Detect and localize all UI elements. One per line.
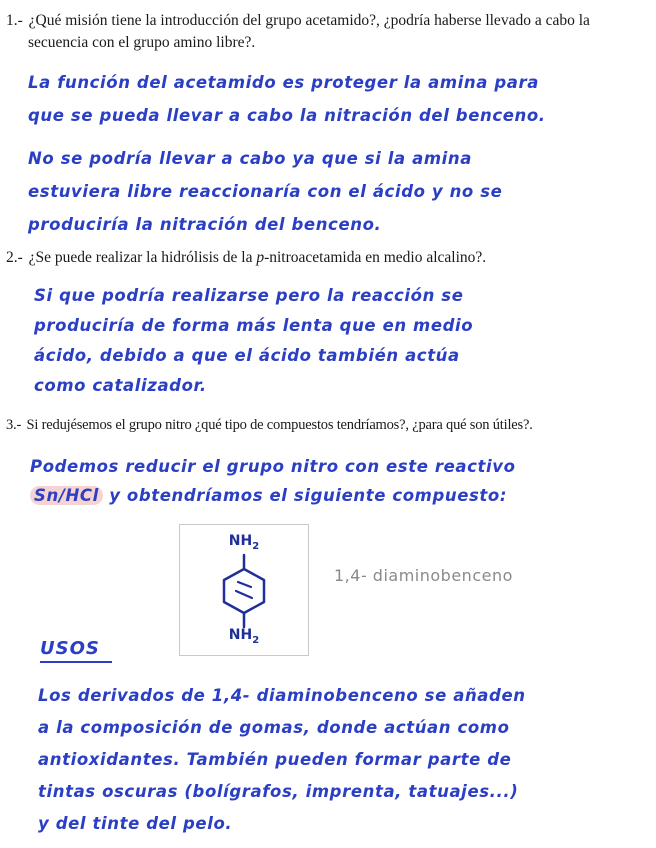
question-1-line-1: ¿Qué misión tiene la introducción del grupo acetamido?, ¿podría haberse llevado a cabo la (28, 12, 590, 29)
question-3 (6, 414, 646, 436)
answer-2-line: produciría de forma más lenta que en medio (34, 316, 474, 335)
answer-1-line: que se pueda llevar a cabo la nitración del benceno. (28, 106, 546, 125)
question-3-number: 3.- (6, 417, 22, 433)
structure-drawing (179, 524, 309, 656)
answer-2 (34, 281, 634, 401)
question-1-number: 1.- (6, 12, 23, 29)
answer-1-line: No se podría llevar a cabo ya que si la amina (28, 149, 472, 168)
reagent-highlight: Sn/HCl (30, 486, 103, 505)
top-amino-group: $NH_2$ (228, 533, 260, 552)
usos-answer (38, 680, 638, 840)
question-1-line-2: secuencia con el grupo amino libre?. (28, 34, 256, 51)
usos-line: Los derivados de 1,4- diaminobenceno se añaden (38, 686, 526, 705)
question-1 (6, 10, 646, 54)
question-2-text-after: -nitroacetamida en medio alcalino?. (264, 249, 487, 266)
answer-2-line: como catalizador. (34, 376, 207, 395)
usos-line: y del tinte del pelo. (38, 814, 233, 833)
question-2 (6, 247, 646, 269)
answer-1-line: estuviera libre reaccionaría con el ácido y no se (28, 182, 503, 201)
bottom-amino-group: $NH_2$ (228, 627, 260, 646)
question-2-number: 2.- (6, 249, 23, 266)
usos-line: tintas oscuras (bolígrafos, imprenta, tatuajes...) (38, 782, 519, 801)
answer-3 (30, 452, 630, 510)
answer-2-line: ácido, debido a que el ácido también actúa (34, 346, 460, 365)
usos-heading: USOS (40, 638, 112, 663)
answer-2-line: Si que podría realizarse pero la reacción se (34, 286, 464, 305)
compound-name-label: 1,4- diaminobenceno (334, 566, 513, 585)
usos-line: antioxidantes. También pueden formar parte de (38, 750, 512, 769)
answer-1-line: La función del acetamido es proteger la amina para (28, 73, 539, 92)
answer-3-line-2: y obtendríamos el siguiente compuesto: (109, 486, 508, 505)
question-3-text: Si redujésemos el grupo nitro ¿qué tipo de compuestos tendríamos?, ¿para qué son útiles?. (26, 417, 533, 433)
answer-3-line-1: Podemos reducir el grupo nitro con este reactivo (30, 457, 516, 476)
answer-1-line: produciría la nitración del benceno. (28, 215, 382, 234)
usos-line: a la composición de gomas, donde actúan como (38, 718, 510, 737)
answer-1 (28, 66, 628, 241)
question-2-italic-prefix: p (256, 249, 265, 266)
question-2-text-before: ¿Se puede realizar la hidrólisis de la (28, 249, 257, 266)
